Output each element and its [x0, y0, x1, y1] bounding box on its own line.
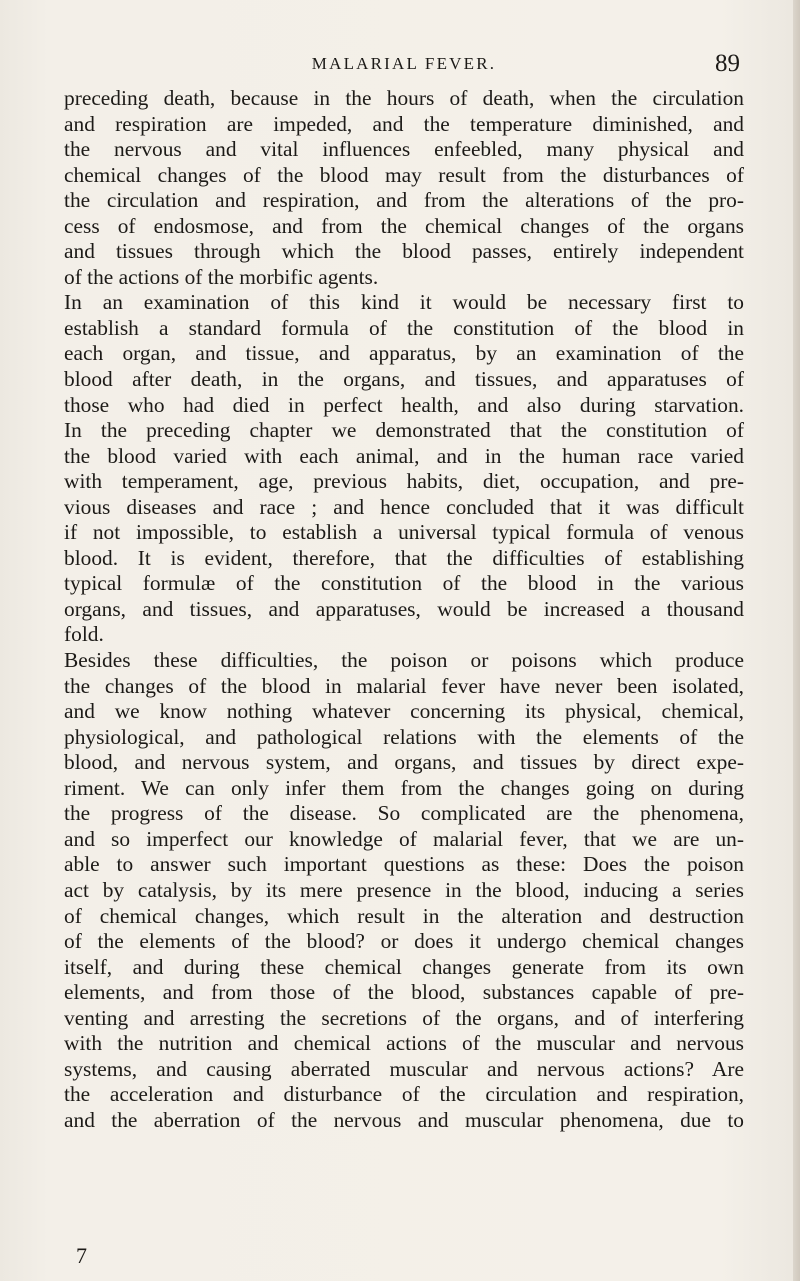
text-line: establish a standard formula of the constitution of the blood in [64, 315, 744, 340]
text-line: venting and arresting the secretions of the organs, and of interfering [64, 1005, 744, 1030]
text-line: itself, and during these chemical changes generate from its own [64, 954, 744, 979]
text-line: the progress of the disease. So complicated are the phenomena, [64, 801, 744, 826]
page-header [64, 50, 744, 80]
text-line: physiological, and pathological relations with the elements of the [64, 724, 744, 749]
text-line: of chemical changes, which result in the alteration and destruction [64, 903, 744, 928]
text-line: with temperament, age, previous habits, diet, occupation, and pre- [64, 469, 744, 494]
text-line: riment. We can only infer them from the changes going on during [64, 775, 744, 800]
text-line: blood, and nervous system, and organs, and tissues by direct expe- [64, 750, 744, 775]
text-line: typical formulæ of the constitution of the blood in the various [64, 571, 744, 596]
text-line: In the preceding chapter we demonstrated that the constitution of [64, 418, 744, 443]
text-line: act by catalysis, by its mere presence in the blood, inducing a series [64, 877, 744, 902]
text-line: systems, and causing aberrated muscular and nervous actions? Are [64, 1056, 744, 1081]
text-line: blood. It is evident, therefore, that the difficulties of establishing [64, 545, 744, 570]
text-line: able to answer such important questions as these: Does the poison [64, 852, 744, 877]
text-line: blood after death, in the organs, and tissues, and apparatuses of [64, 367, 744, 392]
text-line: the blood varied with each animal, and in the human race varied [64, 443, 744, 468]
text-line: elements, and from those of the blood, substances capable of pre- [64, 980, 744, 1005]
text-line: vious diseases and race ; and hence concluded that it was difficult [64, 494, 744, 519]
text-line: fold. [64, 622, 104, 647]
signature-mark: 7 [76, 1243, 87, 1268]
text-line: chemical changes of the blood may result from the disturbances of [64, 162, 744, 187]
text-line: In an examination of this kind it would be necessary first to [64, 290, 744, 315]
text-line: those who had died in perfect health, and also during starvation. [64, 392, 744, 417]
text-line: and so imperfect our knowledge of malarial fever, that we are un- [64, 826, 744, 851]
running-title: MALARIAL FEVER. [311, 54, 497, 73]
text-line: of the elements of the blood? or does it undergo chemical changes [64, 929, 744, 954]
text-line: with the nutrition and chemical actions of the muscular and nervous [64, 1031, 744, 1056]
page-edge [793, 0, 800, 1281]
text-line: preceding death, because in the hours of death, when the circulation [64, 86, 744, 110]
text-line: cess of endosmose, and from the chemical changes of the organs [64, 213, 744, 238]
text-line: and we know nothing whatever concerning its physical, chemical, [64, 699, 744, 724]
text-line: Besides these difficulties, the poison or poisons which produce [64, 648, 744, 673]
text-line: and the aberration of the nervous and muscular phenomena, due to [64, 1107, 744, 1132]
text-line: each organ, and tissue, and apparatus, by an examination of the [64, 341, 744, 366]
text-line: and tissues through which the blood passes, entirely independent [64, 239, 744, 264]
text-line: if not impossible, to establish a universal typical formula of venous [64, 520, 744, 545]
text-line: the acceleration and disturbance of the circulation and respiration, [64, 1082, 744, 1107]
body-text [64, 86, 744, 1133]
text-line: the circulation and respiration, and from the alterations of the pro- [64, 188, 744, 213]
page-number: 89 [715, 50, 740, 77]
text-line: of the actions of the morbific agents. [64, 264, 379, 289]
text-line: the nervous and vital influences enfeebled, many physical and [64, 137, 744, 162]
text-line: organs, and tissues, and apparatuses, would be increased a thousand [64, 596, 744, 621]
text-line: and respiration are impeded, and the temperature diminished, and [64, 111, 744, 136]
text-line: the changes of the blood in malarial fever have never been isolated, [64, 673, 744, 698]
